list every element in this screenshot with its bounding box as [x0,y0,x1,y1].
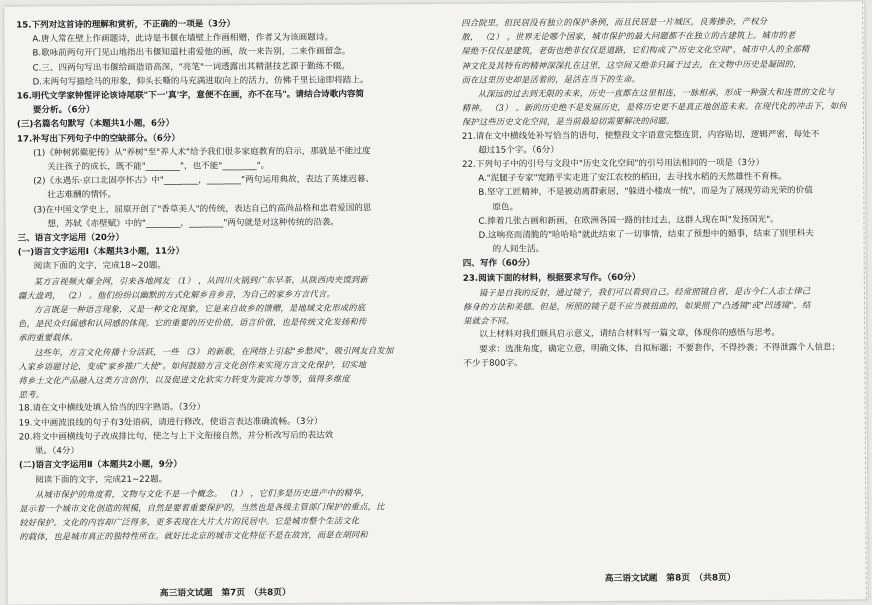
text-line: C.捧着几张古画和新画，在欧洲各国一路的挂过去，这群人现在叫"发扬国光"。 [478,214,779,227]
text-line: 四、写作（60分） [462,258,535,270]
text-line: 色，是民众归属感和认同感的体现。它的重要的历史价值，语言价值，也是传统文化发扬和传 [18,316,367,329]
text-line: (一)语言文字运用Ⅰ（本题共3小题，11分） [17,246,185,258]
text-line: 壮志难酬的情怀。 [47,190,117,201]
text-line: 要求：选准角度，确定立意，明确文体，自拟标题；不要套作，不得抄袭；不得泄露个人信息； [479,342,841,355]
text-line: 思考。 [18,389,45,400]
text-line: 承的重要载体。 [18,332,78,344]
text-line: 方言既是一种语言现象，又是一种文化现象，它是来自故乡的馈赠，是地域文化形成的底 [34,302,366,315]
text-line: 以上材料对我们颇具启示意义，请结合材料写一篇文章，体现你的感悟与思考。 [479,328,781,341]
text-line: 22.下列句子中的引号与文段中"历史文化空间"的引号用法相同的一项是（3分） [462,158,765,170]
text-line: 显示着一个城市文化创造的规模，自然是要着重要保护的，当然也是各级主管部门保护的重点，比 [19,501,385,514]
text-line: 这些年，方言文化传播十分活跃，一些 （3） 的新歌，在网络上引起"乡愁风"，吸引网友自发加 [34,344,394,358]
text-line: (1)《种树郭橐驼传》从"养树"至"养人术"给予我们很多家庭教育的启示，那就是不能过度 [33,146,371,159]
text-line: 23.阅读下面的材料，根据要求写作。（60分） [462,272,641,284]
text-line: 镜子是自我的反射，通过镜子，我们可以看到自己。经常照镜自省，是古今仁人志士律己 [478,285,811,298]
text-line: 的人间生活。 [492,244,545,255]
text-line: (三)名篇名句默写（本题共1小题，6分） [16,119,175,130]
text-line: 精神。 （3） 。新的历史绝不是发展历史，是将历史更不是真正地创造未来。在现代化的冲击下，如何 [461,100,847,114]
text-line: 将乡土文化产品融入这类方言创作，以及促进文化软实力转变为旋宾力等等，值得多维度 [18,373,350,386]
text-line: 20.将文中画横线句子改成排比句，使之与上下文衔接自然，并分析改写后的表达效 [18,430,334,443]
text-line: 从深远的过去到无限的未来，历史一直都在这里相连，一脉相承，形成一种强大和连贯的文化与 [477,86,835,99]
text-line: 修身的方法和美德。但是，所照的镜子是不应当被扭曲的，如果照了"凸透镜"或"凹透镜"，结 [462,299,811,312]
text-line: 想，苏轼《赤壁赋》中的"________，________"两句就是对这种传统的沿袭。 [47,217,340,230]
text-line: 17.补写出下列句子中的空缺部分。（6分） [16,133,181,145]
text-line: (2)《永遇乐·京口北固亭怀古》中"________，________"两句运用典故，表达了英雄迟暮、 [33,174,375,187]
text-line: (二)语言文字运用Ⅱ（本题共2小题，9分） [18,459,182,471]
text-line: 21.请在文中横线处补写恰当的语句，使整段文字语意完整连贯，内容贴切，逻辑严密，每处不 [461,129,820,142]
text-line: A.唐人常在壁上作画题诗，此诗是韦偃在墙壁上作画相赠，作者又为该画题诗。 [32,32,334,45]
text-line: A."泥腿子专家"宽踏平实走进了安江农校的稻田，去寻找水稻的天然雄性不育株。 [478,172,787,184]
text-line: D.这响亮而清脆的"哈哈哈"就此结束了一切事情，结束了预想中的婚事，结束了别里科夫 [478,228,814,241]
text-line: 要分析。（6分） [32,105,95,116]
text-line: 阅读下面的文字，完成18~20题。 [33,261,167,272]
text-line: 四合院里。但民居没有独立的保护条例，而且民居是一片城区，良莠掺杂，产权分 [461,15,768,28]
text-line: 16.明代文学家钟惺评论该诗尾联"下一'真'字，意便不在画，亦不在马"。请结合诗歌内容简 [16,89,365,102]
text-line: 果。（4分） [34,446,80,457]
text-line: (3)在中国文学史上，屈原开创了"香草美人"的传统，表达自己的高尚品格和忠君爱国的思 [33,203,372,216]
right-column-page-8 [461,13,848,370]
exam-sheet [4,1,868,604]
text-line: 较好保护。文化的内容却广泛得多，更多表现在大片大片的民居中。它是城市整个生活文化 [19,515,360,528]
text-line: 疆大盘鸡， （2） 。他们纷纷以幽默的方式化解乡音乡音，为自己的家乡方言代言。 [17,288,336,301]
text-line: 从城市保护的角度看，文物与文化不是一个概念。 （1） ，它们多是历史进产中的精华， [35,487,370,500]
footer-page-7: 高三语文试题 第7页 （共8页） [159,587,291,599]
text-line: 入家乡语题讨论，变成"家乡推广大使"。如何鼓励方言文化创作来实现方言文化保护，切实地 [18,359,367,372]
text-line: 15.下列对这首诗的理解和赏析，不正确的一项是（3分） [16,19,236,31]
text-line: 19.文中画波浪线的句子有3处语病，请进行修改，使语言表达准确流畅。（3分） [18,416,323,429]
text-line: 超过15个字。（6分） [478,145,559,156]
text-line: 的载体，也是城市真正的独特性所在。就好比北京的城市文化特征不是在故宫，而是在胡同和 [19,529,368,542]
text-line: D.末两句写描绘马的形象，仰头长嘶的马充满进取向上的活力，仿佛千里长途即将踏上。 [32,75,369,88]
text-line: 果就会不同。 [463,315,515,327]
text-line: 原色。 [492,202,519,213]
text-line: 屋绝不仅仅是建筑，老街也绝非仅仅是道路，它们构成了"历史文化空间"，城市中人的全部精 [461,44,810,57]
footer-page-8: 高三语文试题 第8页 （共8页） [604,573,736,584]
text-line: 而在这里历史却是活着的，是活在当下的生命。 [461,73,641,85]
text-line: B.坚守工匠精神，不是被动离群索居，"躲进小楼成一统"，而是为了展现劳动光荣的价值 [478,186,813,199]
text-line: 散， （2） 。世界无论哪个国家，城市保护的最大问题都不在独立的古建筑上。城市的老 [461,30,796,43]
binding-edge [862,1,871,599]
text-line: 三、语言文字运用（20分） [17,232,125,244]
text-line: 不少于800字。 [463,358,523,369]
text-line: 神文化及其特有的精神深深扎在这里，这空间又绝非只属于过去，在文物中历史是凝固的， [461,58,802,71]
left-column-page-7 [16,16,429,544]
text-line: 关注孩子的成长，既不能"________"，也不能"________"。 [47,161,270,173]
text-line: 18.请在文中横线处填入恰当的四字熟语。（3分） [18,402,206,415]
text-line: C.三、四两句写出韦偃给画造语高深，"亮笔"一词透露出其精湛技艺源于勤练不辍。 [32,61,351,74]
text-line: 某方言视频火爆全网，引来各地网友 （1） ，从四川火锅到广东早茶，从陕西肉夹馍到新 [33,274,368,287]
text-line: 阅读下面的文字，完成21~22题。 [35,474,168,485]
text-line: B.歌咏前两句开门见山地指出韦偃知道杜甫爱他的画，故一来告别，二来作画留念。 [32,46,351,59]
text-line: 保护这些历史文化空间，是当前最迫切需要解决的问题。 [461,115,675,128]
